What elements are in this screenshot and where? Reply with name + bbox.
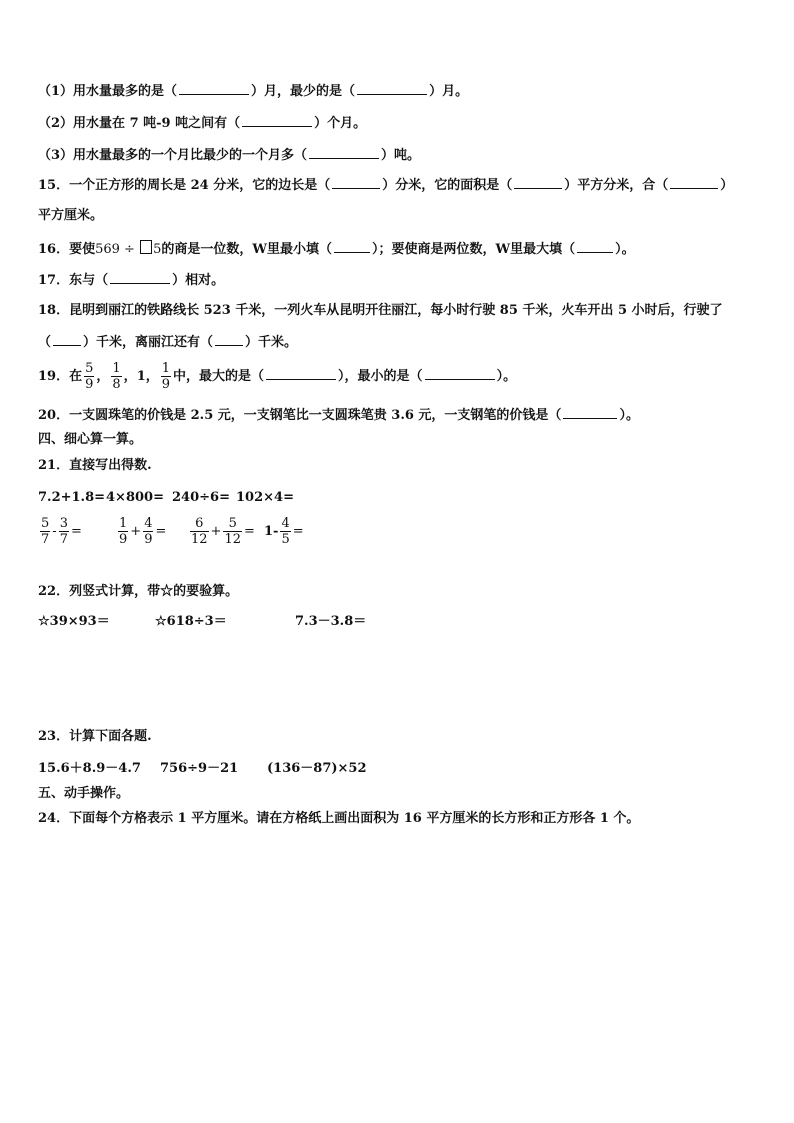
answer-blank[interactable] (670, 176, 718, 189)
answer-blank[interactable] (309, 146, 379, 159)
q15-line2: 平方厘米。 (38, 208, 104, 223)
calc-item: 240÷6= (172, 490, 230, 505)
calc-item: 7.2+1.8= (38, 490, 106, 505)
vertical-calc-item: ☆39×93＝ (38, 614, 110, 629)
fraction: $\frac{1}{9}$ (161, 361, 171, 392)
fraction-calc: $\frac{6}{12}$ + $\frac{5}{12}$ = (191, 516, 255, 547)
calc-item: 15.6＋8.9－4.7 (38, 761, 141, 776)
fraction-calc: 1- $\frac{4}{5}$ = (264, 516, 304, 547)
answer-blank[interactable] (577, 240, 613, 253)
answer-blank[interactable] (425, 367, 495, 380)
answer-blank[interactable] (53, 333, 81, 346)
fraction-calc: $\frac{5}{7}$ - $\frac{3}{7}$ = (41, 516, 82, 547)
section-4-heading: 四、细心算一算。 (38, 432, 143, 447)
q18-line2: （ ）千米，离丽江还有（ ）千米。 (38, 335, 298, 350)
answer-blank[interactable] (179, 82, 249, 95)
q14-sub3: （3）用水量最多的一个月比最少的一个月多（ ）吨。 (38, 148, 421, 163)
answer-blank[interactable] (514, 176, 562, 189)
q21-row2 (38, 514, 304, 550)
answer-blank[interactable] (110, 271, 170, 284)
division-expression: 569 ÷ 5 (95, 242, 162, 257)
q21-row1 (38, 489, 294, 507)
q16: 16．要使569 ÷ 5的商是一位数，W里最小填（ ）；要使商是两位数，W里最大填（ ）。 (38, 242, 635, 257)
q23-items (38, 760, 367, 778)
fraction: $\frac{5}{9}$ (85, 361, 94, 392)
answer-blank[interactable] (334, 240, 370, 253)
q23-title: 23．计算下面各题. (38, 729, 152, 744)
q17: 17．东与（ ）相对。 (38, 273, 225, 288)
answer-blank[interactable] (563, 406, 617, 419)
calc-item: (136－87)×52 (267, 761, 367, 776)
fraction: $\frac{1}{8}$ (112, 361, 121, 392)
fraction-calc: $\frac{1}{9}$ + $\frac{4}{9}$ = (119, 516, 167, 547)
q19: 19．在 $\frac{5}{9}$ ， $\frac{1}{8}$ ，1， $\frac{1}{9}$ 中，最大的是（ ），最小的是（ ）。 (38, 361, 517, 392)
answer-blank[interactable] (357, 82, 427, 95)
q14-sub2: （2）用水量在 7 吨-9 吨之间有（ ）个月。 (38, 116, 367, 131)
q22-title: 22．列竖式计算，带☆的要验算。 (38, 584, 239, 599)
q15-line1: 15．一个正方形的周长是 24 分米，它的边长是（ ）分米，它的面积是（ ）平方分米，合（ ） (38, 178, 734, 193)
section-5-heading: 五、动手操作。 (38, 786, 130, 801)
vertical-calc-item: 7.3－3.8＝ (295, 614, 367, 629)
calc-item: 4×800= (106, 490, 164, 505)
q21-title: 21．直接写出得数. (38, 458, 152, 473)
q14-sub1: （1）用水量最多的是（ ）月，最少的是（ ）月。 (38, 84, 469, 99)
answer-blank[interactable] (266, 367, 336, 380)
calc-item: 756÷9－21 (160, 761, 239, 776)
answer-blank[interactable] (215, 333, 243, 346)
vertical-calc-item: ☆618÷3＝ (155, 614, 227, 629)
q22-items (38, 613, 366, 631)
calc-item: 102×4= (236, 490, 294, 505)
q18-line1: 18．昆明到丽江的铁路线长 523 千米，一列火车从昆明开往丽江，每小时行驶 85 千米，火车开出 5 小时后，行驶了 (38, 303, 723, 318)
square-placeholder (140, 240, 152, 254)
answer-blank[interactable] (332, 176, 380, 189)
answer-blank[interactable] (242, 114, 312, 127)
q20: 20．一支圆珠笔的价钱是 2.5 元，一支钢笔比一支圆珠笔贵 3.6 元，一支钢笔的价钱是（ ）。 (38, 408, 639, 423)
q24: 24．下面每个方格表示 1 平方厘米。请在方格纸上画出面积为 16 平方厘米的长方形和正方形各 1 个。 (38, 811, 640, 826)
